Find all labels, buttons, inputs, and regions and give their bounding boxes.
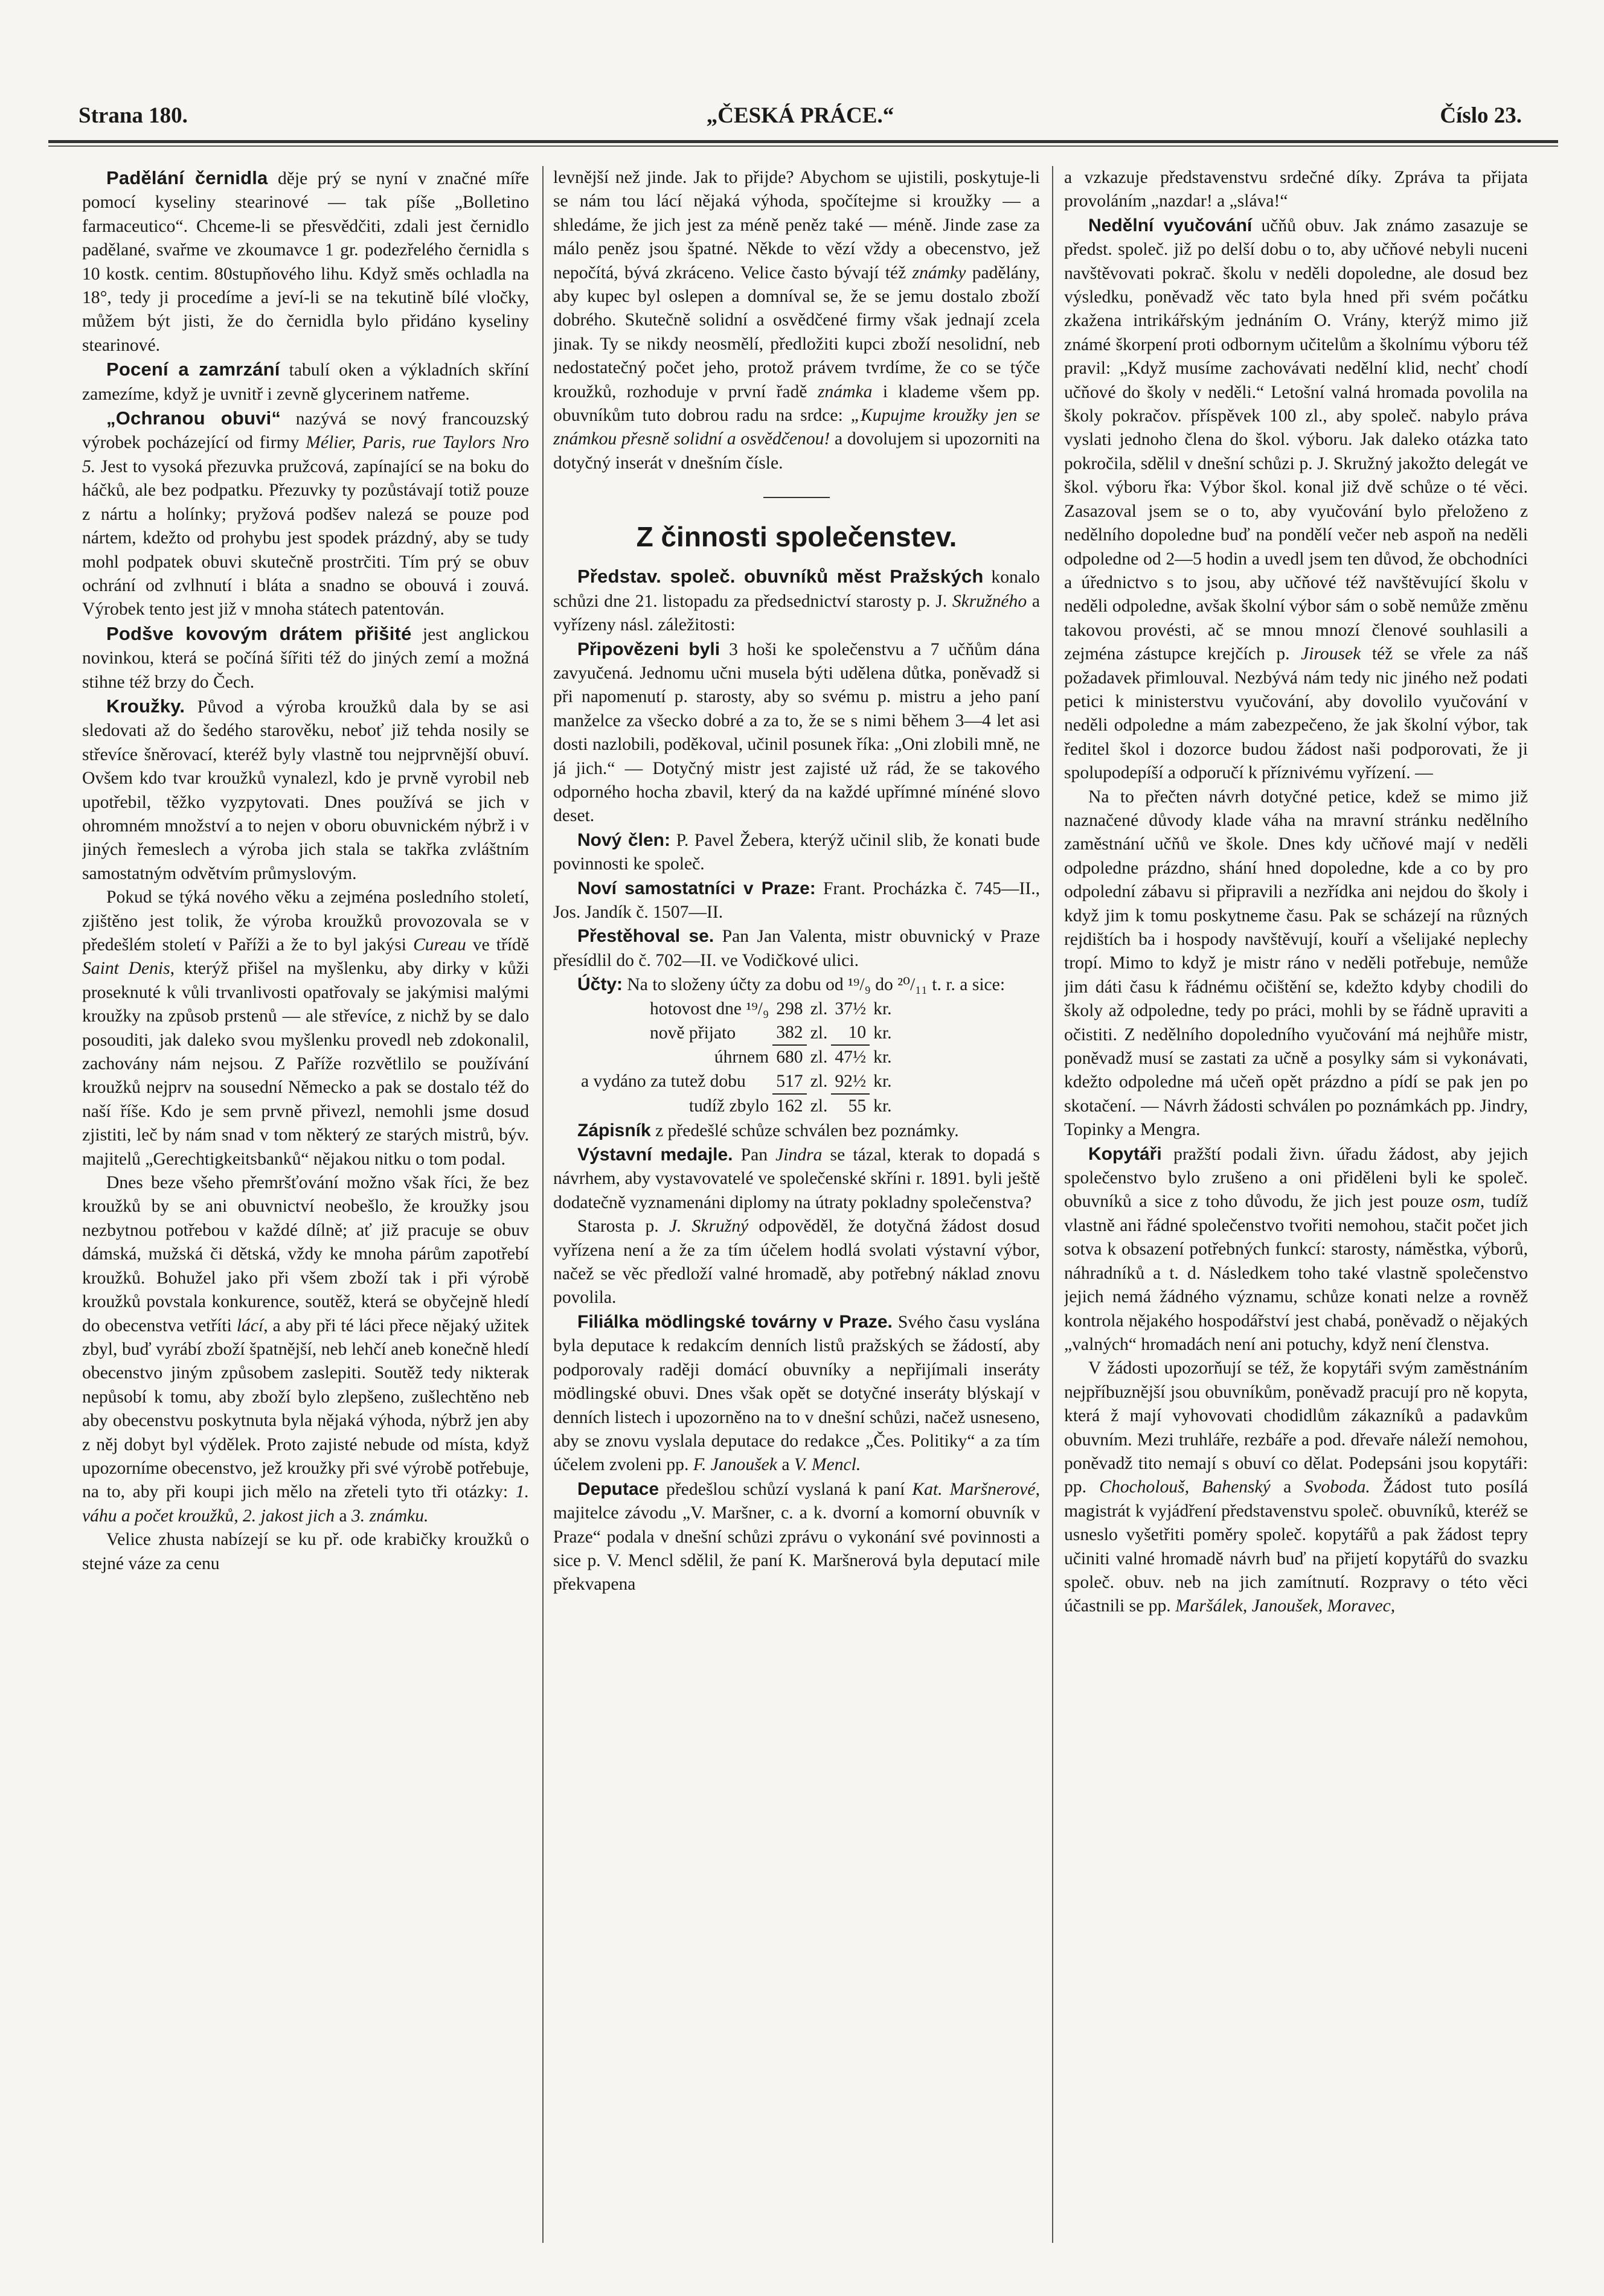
section-divider <box>763 497 830 498</box>
issue-number: Číslo 23. <box>1440 103 1522 128</box>
questions: 1. váhu a počet kroužků, 2. jakost jich <box>82 1482 529 1526</box>
report-item: Přestěhoval se. Pan Jan Valenta, mistr obuvnický v Praze přesídlil do č. 702—II. ve Vodičkové ulici. <box>553 926 1040 970</box>
report-item: Účty: Na to složeny účty za dobu od ¹⁹/₉ do ²⁰/₁₁ t. r. a sice: <box>577 974 1006 995</box>
paragraph: Dnes beze všeho přemršťování možno však říci, že bez kroužků by se ani obuvnictví neobešlo, že kroužky jsou nezbytnou potřebou v každé dílně; ať již pracuje se obuv dámská, mužská či dětská, vždy ke mnoha párům zapotřebí kroužků. Bohužel jako při všem zboží tak i při výrobě kroužků povstala konkurence, soutěž, která se obyčejně hledí do obecenstva vetříti lácí, a aby při té láci přece nějaký užitek zbyl, buď vyrábí zboží špatnější, neb lehčí aneb konečně hledí obecenstvo jiným způsobem zaslepiti. Soutěž tedy nikterak nepůsobí k tomu, aby zboží bylo zlepšeno, zušlechtěno neb aby obecenstvu poskytnuta byla nějaká výhoda, nýbrž jen aby z něj dobyt byl výdělek. Proto zajisté nebude od místa, když upozorníme obecenstvo, jež kroužky při své výrobě potřebuje, na to, aby při koupi jich mělo na zřeteli tyto tři otázky: 1. váhu a počet kroužků, 2. jakost jich a 3. známku. <box>82 1173 529 1526</box>
article-text: nazývá se nový francouzský výrobek pocházející od firmy <box>82 409 529 453</box>
report-item: Kopytáři pražští podali živn. úřadu žádost, aby jejich společenstvo bylo zrušeno a oni přiděleni byli ke společ. obuvníků a sice z toho důvodu, že jich jest pouze osm, tudíž vlastně ani řádné společenstvo tvořiti nemohou, stačit počet jich sotva k obsazení potřebných funkcí: starosty, náměstka, výborů, náhradníků a t. d. Následkem toho také vlastně společenstvo jejich nemá žádného významu, schůze konati nelze a rovněž kontrola nějakého hospodářství jest chabá, poněvadž o nějakých „valných“ hromadách není ani potuchy, když není členstva. <box>1064 1143 1528 1354</box>
report-item: Nový člen: P. Pavel Žebera, kterýž učinil slib, že konati bude povinnosti ke společ. <box>553 830 1040 874</box>
article-heading: Padělání černidla <box>106 167 268 188</box>
paragraph: V žádosti upozorňují se též, že kopytáři svým zaměstnáním nejpříbuznější jsou obuvníkům, poněvadž pracují pro ně kopyta, která ž mají vyhovovati chodidlům zákazníků a padavkům obuvním. Mezi truhláře, rezbáře a pod. dřevaře náleží nemohou, poněvadž tito nemají s obuví co dělat. Podepsáni jsou kopytáři: pp. Chocholouš, Bahenský a Svoboda. Žádost tuto posílá magistrát k vyjádření představenstvu společ. obuvníků, kteréž se usneslo vyšetřiti poměry společ. kopytářů a pak žádost tepry učiniti valné hromadě návrh buď na přijetí kopytářů do svazku společ. obuv. neb na jich zamítnutí. Rozpravy o této věci účastnili se pp. Maršálek, Janoušek, Moravec, <box>1064 1358 1528 1616</box>
firm-name: Mélier, Paris, rue Taylors Nro 5. <box>82 433 529 476</box>
article-shoe-protector <box>82 406 529 622</box>
accounts-table-wrap <box>553 997 1040 1119</box>
article-window-fog <box>82 357 529 406</box>
table-row: nově přijato 382 zl. 10 kr. <box>650 1023 892 1043</box>
article-wire-soles <box>82 622 529 694</box>
report-intro: Představ. společ. obuvníků měst Pražských konalo schůzi dne 21. listopadu za předsednictví starosty p. J. Skružného a vyřízeny násl. záležitosti: <box>553 566 1040 635</box>
accounts-table <box>577 997 896 1119</box>
paragraph: Na to přečten návrh dotyčné petice, kdež se mimo již naznačené důvody klade váha na mravní stránku nedělního zaměstnání učňů ve škole. Dnes kdy učňové mají v neděli odpoledne prázdno, shání hned dopoledne, kde a co by pro odpolední zábavu si připravili a nezřídka ani nejdou do školy i když jim k tomu poskytneme času. Pak se scházejí na různých rejdištích ba i hospody navštěvují, kouří a všelijaké neplechy tropí. Mimo to když je mistr ráno v neděli potřebuje, nemůže jim dáti času k řádnému očištění se, kdežto kdyby chodili do školy až odpoledne, tedy po práci, mohli by se řádně upraviti a očistiti. Z nedělního dopoledního vyučování má nejhůře mistr, poněvadž musí se zastati za učně a posylky sám si vykonávati, kdežto odpoledne má učeň opět prázdno a pídí se pak jen po skotačení. — Návrh žádosti schválen po poznámkách pp. Jindry, Topinky a Mengra. <box>1064 787 1528 1140</box>
report-item: Připovězeni byli 3 hoši ke společenstvu a 7 učňům dána zavyučená. Jednomu učni musela býti udělena důtka, poněvadž si při napomenutí p. starosty, aby so svému p. mistru a jeho paní manželce za všecko dobré a za to, že se s nimi během 3—4 let asi dosti nazlobili, poděkoval, učinil posunek říka: „Oni zlobili mně, ne já jich.“ — Dotyčný mistr jest zajisté už rád, že se takového odporného hocha zbavil, který da na každé upřímné mínéné slovo deset. <box>553 639 1040 826</box>
header-rule <box>48 140 1558 143</box>
advice-quote: „Kupujme kroužky jen se známkou přesně solidní a osvědčenou! <box>553 406 1040 449</box>
paragraph: Starosta p. J. Skružný odpověděl, že dotyčná žádost dosud vyřízena není a že za tím účelem hodlá svolati výstavní výbor, načež se věc předloží valné hromadě, aby potřebný náklad znovu povolila. <box>553 1217 1040 1308</box>
table-row: a vydáno za tutež dobu 517 zl. 92½ kr. <box>581 1071 892 1092</box>
report-item: Výstavní medajle. Pan Jindra se tázal, kterak to dopadá s návrhem, aby vystavovatelé ve společenské skříni r. 1891. byli ještě dodatečně vyznamenáni diplomy na útraty pokladny společenstva? <box>553 1145 1040 1212</box>
page-header <box>79 103 1522 139</box>
paragraph: levnější než jinde. Jak to přijde? Abychom se ujistili, poskytuje-li se nám tou lácí nějaká výhoda, spočítejme si kroužky — a shledáme, že jich jest za méně peněz také — méně. Jinde zase za málo peněz jsou špatné. Někde to vězí vždy a obecenstvo, jež nepočítá, bývá zkráceno. Velice často bývají též známky padělány, aby kupec byl oslepen a domníval se, že se jemu dostalo zboží dobrého. Skutečně solidní a osvědčené firmy však jednají zcela jinak. Ty se nikdy neosmělí, předložiti kupci zboží nesolidní, neb nedostatečný počet jeho, protož právem tvrdíme, že co se týče kroužků, rozhoduje v první řadě známka i klademe všem pp. obuvníkům tuto dobrou radu na srdce: „Kupujme kroužky jen se známkou přesně solidní a osvědčenou! a dovolujem si upozorniti na dotyčný inserát v dnešním čísle. <box>553 168 1040 473</box>
column-divider-1 <box>542 166 544 2243</box>
report-item: Noví samostatníci v Praze: Frant. Procházka č. 745—II., Jos. Jandík č. 1507—II. <box>553 878 1040 922</box>
column-divider-2 <box>1052 166 1053 2243</box>
table-row: tudíž zbylo 162 zl. 55 kr. <box>577 1094 896 1118</box>
table-row: hotovost dne ¹⁹/₉ 298 zl. 37½ kr. <box>650 999 892 1018</box>
paragraph: a vzkazuje představenstvu srdečné díky. Zpráva ta přijata provoláním „nazdar! a „sláva!“ <box>1064 168 1528 211</box>
masthead-title: „ČESKÁ PRÁCE.“ <box>706 103 894 128</box>
report-item: Deputace předešlou schůzí vyslaná k paní Kat. Maršnerové, majitelce závodu „V. Maršner, c. a k. dvorní a komorní obuvník v Praze“ podala v dnešní schůzi zprávu o vykonání své povinnosti a sice p. V. Mencl sdělil, že paní K. Maršnerová byla deputací mile překvapena <box>553 1479 1040 1594</box>
column-3 <box>1064 166 1528 2261</box>
column-2 <box>553 166 1040 2261</box>
paragraph: Pokud se týká nového věku a zejména posledního století, zjištěno jest tolik, že výroba kroužků provozovala se v předešlém století v Paříži a že to byl jakýsi Cureau ve třídě Saint Denis, kterýž přišel na myšlenku, aby dirky v kůži proseknuté k vůli trvanlivosti opatřovaly se jakýmisi malými kroužky na způsob prstenů — ale střevíce, z nichž by se dalo posouditi, jak daleko svou myšlenku provedl neb zdokonalil, zachovány nám nejsou. Z Paříže rozvětlilo se používání kroužků nejprv na sousední Německo a pak se dostalo též do naší říše. Kdo je sem prvně přivezl, nemohli jsme dosud zjistiti, leč by nám snad v tom některý ze starých mistrů, býv. majitelů „Gerechtigkeitsbanků“ nějakou nitku o tom podal. <box>82 887 529 1169</box>
article-text: tabulí oken a výkladních skříní zamezíme, když je uvnitř i zevně glycerinem natřeme. <box>82 360 529 404</box>
article-heading: Pocení a zamrzání <box>106 359 280 380</box>
header-rule-thin <box>48 145 1558 147</box>
section-title: Z činnosti společenstev. <box>636 521 957 553</box>
article-text: děje prý se nyní v značné míře pomocí kyseliny stearinové — tak píše „Bolletino farmaceutico“. Chceme-li se přesvědčiti, zdali jest černidlo padělané, svařme ve zkoumavce 1 gr. podezřelého černidla s 10 kostk. centim. 80stupňového lihu. Když směs ochladla na 18°, tedy ji procedíme a jeví-li se na tekutině bílé vločky, můžem být jisti, že do černidla bylo přidáno kyseliny stearinové. <box>82 169 529 355</box>
article-text: Jest to vysoká přezuvka pružcová, zapínající se na boku do háčků, ale bez podpatku. Přezuvky ty pozůstávají totiž pouze z nártu a holínky; pryžová podšev nalezá se pouze pod nártem, kdežto od prohybu jest spodek prázdný, aby se tudy mohl podpatek obuvi skutečně prostrčiti. Tím prý se obuv ochrání od zvlhnutí i bláta a snadno se obouvá i zouvá. Výrobek tento jest již v mnoha státech patentován. <box>82 456 529 619</box>
report-item: Filiálka mödlingské továrny v Praze. Svého času vyslána byla deputace k redakcím denních listů pražských se žádostí, aby podporovaly raději domácí obuvníky a nepřijímali inseráty mödlingské obuvi. Dnes však opět se dotyčné inseráty blýskají v denních listech i upozorněno na to v dnešní schůzi, načež usneseno, aby se znovu vyslala deputace do redakce „Čes. Politiky“ a za tím účelem zvoleni pp. F. Janoušek a V. Mencl. <box>553 1311 1040 1475</box>
page-number: Strana 180. <box>79 103 188 128</box>
report-item: Nedělní vyučování učňů obuv. Jak známo zasazuje se předst. společ. již po delší dobu o to, aby učňové nebyli nuceni navštěvovati pokrač. školu v neděli dopoledne, ale dosud bez výsledku, poněvadž věc tato byla hned při svém počátku zkažena intrikářským jednáním O. Vrány, kterýž mimo již známé škorpení proti odbornym učitelům a školnímu výboru též pravil: „Když musíme zachovávati nedělní klid, nechť chodí učňové do školy v neděli.“ Letošní valná hromada povolila na školy pokračov. příspěvek 100 zl., aby společ. nabylo práva vyslati jednoho člena do škol. výboru. Jak daleko otázka tato pokročila, sdělil v dnešní schůzi p. J. Skružný jakožto delegát ve škol. výboru řka: Výbor škol. konal již dvě schůze o té věci. Zasazoval jsem se o to, aby vyučování bylo přeloženo z nedělního dopoledne buď na pondělí večer neb aspoň na neděli odpoledne od 2—5 hodin a uvedl jsem ten důvod, že obchodníci a úřednictvo s to jsou, aby učňové též navštěvující školu v neděli odpoledne, avšak školní výbor sám o sobě nemůže změnu takovou provésti, ač se mnou mnozí členové souhlasili a zejména zástupce krejčích p. Jirousek též se vřele za náš požadavek přimlouval. Nezbývá nám tedy nic jiného než podati petici k ministerstvu vyučování, aby dovolilo vyučování v neděli odpoledne a mám zabezpečeno, že jak školní výbor, tak ředitel škol i dozorce budou žádost naši podporovati, že ji spolupodepíší a odporučí k příznivému vyřízení. — <box>1064 215 1528 783</box>
article-heading: „Ochranou obuvi“ <box>106 408 281 429</box>
column-1 <box>82 166 529 2261</box>
article-heading: Podšve kovovým drátem přišité <box>106 622 412 644</box>
article-text: Původ a výroba kroužků dala by se asi sledovati až do šedého starověku, neboť již tehda nosily se střevíce šněrovací, kteréž byly vlastně tou nejprvnější obuví. Ovšem kdo tvar kroužků vynalezl, kdo je prvně vyrobil neb upotřebil, těžko vyzpytovati. Dnes používá se jich v ohromném množství a to nejen v oboru obuvnickém nýbrž i v jiných řemeslech a výroba jich stala se takřka zvláštním samostatným odvětvím průmyslovým. <box>82 697 529 883</box>
person-name: Cureau <box>413 935 466 955</box>
article-heading: Kroužky. <box>106 695 185 717</box>
article-forgery-ink <box>82 166 529 357</box>
street-name: Saint Denis <box>82 959 170 979</box>
paragraph: Velice zhusta nabízejí se ku př. ode krabičky kroužků o stejné váze za cenu <box>82 1530 529 1573</box>
article-eyelets <box>82 694 529 886</box>
table-row: úhrnem 680 zl. 47½ kr. <box>577 1045 896 1069</box>
article-text: jest anglickou novinkou, která se počíná šířiti též do jiných zemí a možná stihne též brzy do Čech. <box>82 624 529 692</box>
report-item: Zápisník z předešlé schůze schválen bez poznámky. <box>577 1120 959 1140</box>
